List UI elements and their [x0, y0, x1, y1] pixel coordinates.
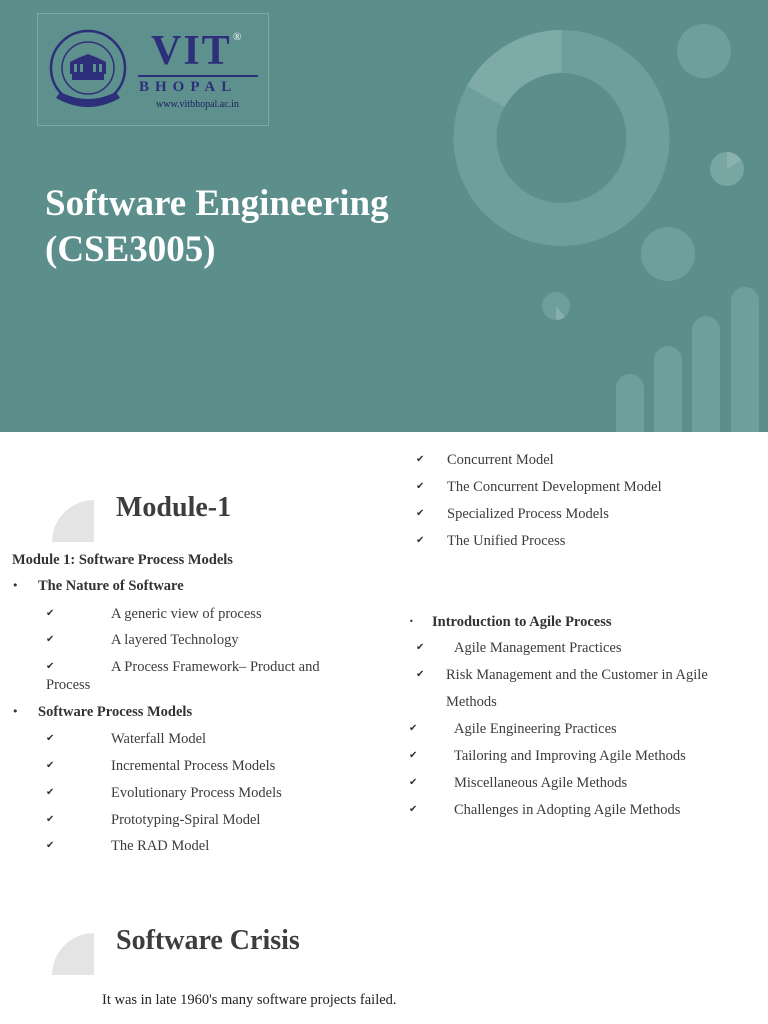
section-title-agile: Introduction to Agile Process: [432, 614, 612, 630]
module-subtitle: Module 1: Software Process Models: [12, 552, 233, 568]
checkmark-icon: ✔: [416, 535, 425, 546]
logo-campus-text: BHOPAL: [139, 79, 238, 95]
logo-divider: [138, 75, 258, 77]
checkmark-icon: ✔: [46, 608, 55, 619]
checkmark-icon: ✔: [46, 733, 55, 744]
course-title: [45, 181, 465, 273]
bullet-icon: •: [409, 617, 414, 626]
list-item-continuation: Methods: [446, 694, 497, 710]
checkmark-icon: ✔: [409, 723, 418, 734]
list-item: A Process Framework– Product and: [111, 659, 320, 675]
list-item: The Concurrent Development Model: [447, 479, 662, 495]
deco-bar-2: [654, 346, 682, 432]
title-slide-banner: [0, 0, 768, 432]
checkmark-icon: ✔: [46, 760, 55, 771]
software-crisis-text: It was in late 1960's many software projects failed.: [102, 992, 397, 1008]
course-title-line-2: (CSE3005): [45, 229, 216, 270]
circle-top-right: [677, 24, 731, 78]
checkmark-icon: ✔: [409, 777, 418, 788]
list-item: Agile Engineering Practices: [454, 721, 617, 737]
list-item: A generic view of process: [111, 606, 262, 622]
checkmark-icon: ✔: [416, 669, 425, 680]
registered-mark: ®: [233, 31, 242, 43]
deco-bar-4: [731, 287, 759, 432]
checkmark-icon: ✔: [416, 454, 425, 465]
list-item: Challenges in Adopting Agile Methods: [454, 802, 681, 818]
deco-bar-3: [692, 316, 720, 432]
checkmark-icon: ✔: [416, 642, 425, 653]
logo-vit-text: VIT: [151, 28, 232, 74]
checkmark-icon: ✔: [409, 804, 418, 815]
checkmark-icon: ✔: [46, 814, 55, 825]
bullet-icon: •: [12, 579, 19, 592]
list-item: Agile Management Practices: [454, 640, 622, 656]
checkmark-icon: ✔: [46, 634, 55, 645]
course-title-line-1: Software Engineering: [45, 183, 389, 224]
checkmark-icon: ✔: [416, 481, 425, 492]
section-marker-icon: [52, 933, 94, 975]
checkmark-icon: ✔: [409, 750, 418, 761]
vit-bhopal-logo: [37, 13, 269, 126]
list-item-continuation: Process: [46, 677, 91, 693]
checkmark-icon: ✔: [46, 661, 55, 672]
section-marker-icon: [52, 500, 94, 542]
section-title-nature: The Nature of Software: [38, 578, 184, 594]
deco-bar-1: [616, 374, 644, 432]
list-item: Prototyping-Spiral Model: [111, 812, 261, 828]
circle-mid: [641, 227, 695, 281]
section-title-process-models: Software Process Models: [38, 704, 193, 720]
list-item: Incremental Process Models: [111, 758, 276, 774]
list-item: Waterfall Model: [111, 731, 207, 747]
module-heading: Module-1: [116, 492, 232, 523]
checkmark-icon: ✔: [416, 508, 425, 519]
list-item: Risk Management and the Customer in Agile: [446, 667, 708, 683]
list-item: The RAD Model: [111, 838, 210, 854]
list-item: Specialized Process Models: [447, 506, 609, 522]
software-crisis-heading: Software Crisis: [116, 925, 300, 956]
list-item: A layered Technology: [111, 632, 239, 648]
list-item: Miscellaneous Agile Methods: [454, 775, 628, 791]
list-item: The Unified Process: [447, 533, 566, 549]
list-item: Tailoring and Improving Agile Methods: [454, 748, 686, 764]
vit-seal-icon: [48, 28, 128, 112]
list-item: Evolutionary Process Models: [111, 785, 282, 801]
list-item: Concurrent Model: [447, 452, 554, 468]
bullet-icon: •: [12, 705, 19, 718]
logo-url: www.vitbhopal.ac.in: [156, 99, 239, 110]
checkmark-icon: ✔: [46, 787, 55, 798]
checkmark-icon: ✔: [46, 840, 55, 851]
